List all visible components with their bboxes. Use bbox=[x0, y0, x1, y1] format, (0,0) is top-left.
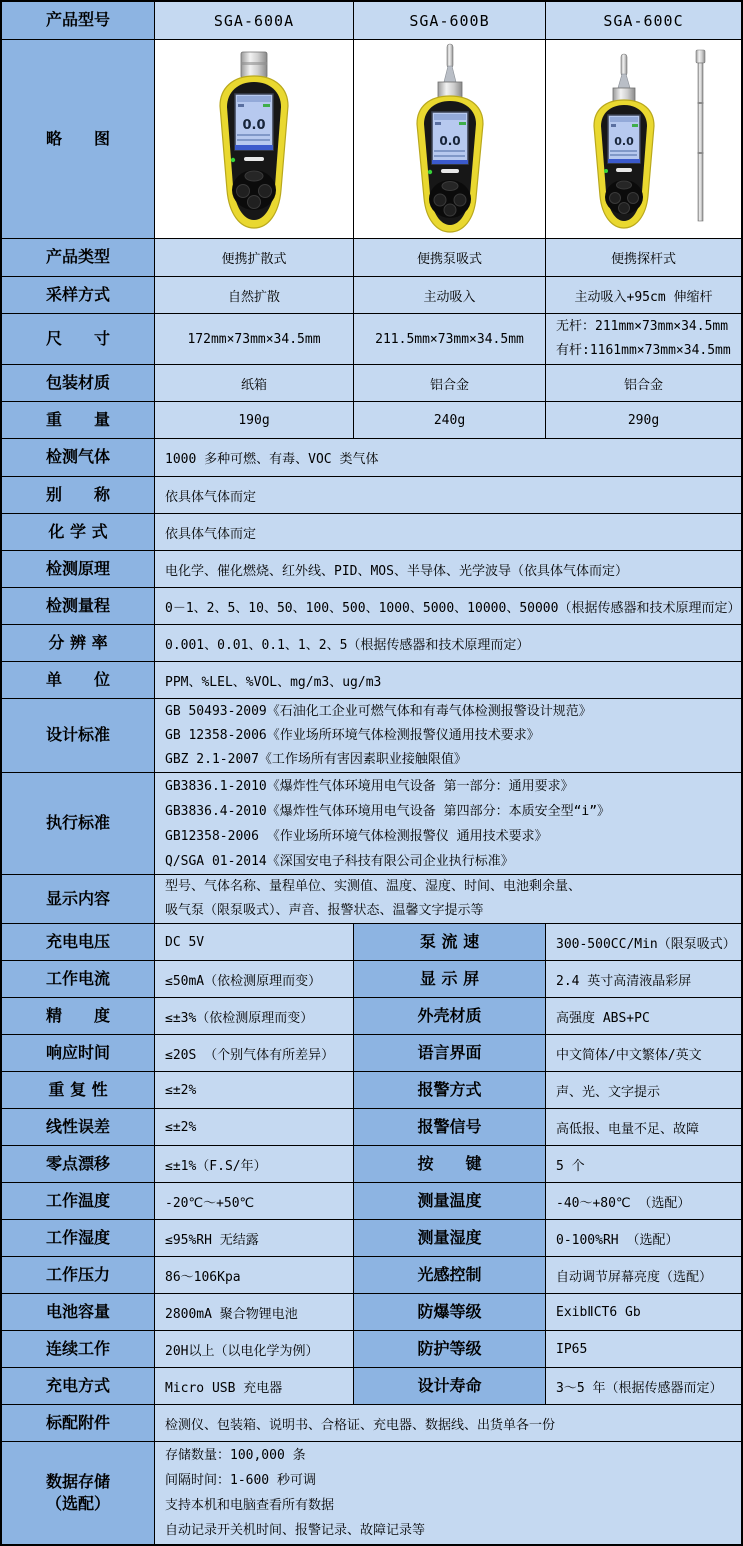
row-value: ≤±2% bbox=[155, 1072, 354, 1108]
row-value: 存储数量：100,000 条 间隔时间：1-600 秒可调 支持本机和电脑查看所有数据 自动记录开关机时间、报警记录、故障记录等 bbox=[155, 1442, 741, 1544]
weight-c: 290g bbox=[546, 402, 741, 438]
row-value: ≤20S （个别气体有所差异） bbox=[155, 1035, 354, 1071]
row-label: 工作湿度 bbox=[2, 1220, 155, 1256]
sampling-a: 自然扩散 bbox=[155, 277, 354, 313]
device-image-sga-600b bbox=[354, 40, 546, 238]
row-label: 数据存储 （选配） bbox=[2, 1442, 155, 1544]
packing-c: 铝合金 bbox=[546, 365, 741, 401]
row-label: 设计寿命 bbox=[354, 1368, 546, 1404]
working-humidity-measure-humidity-row bbox=[2, 1220, 741, 1257]
row-value: ≤±2% bbox=[155, 1109, 354, 1145]
row-value: 1000 多种可燃、有毒、VOC 类气体 bbox=[155, 439, 741, 476]
gas-row bbox=[2, 439, 741, 477]
device-image-sga-600c bbox=[546, 40, 741, 238]
row-value: ≤95%RH 无结露 bbox=[155, 1220, 354, 1256]
row-value: ≤50mA（依检测原理而变） bbox=[155, 961, 354, 997]
size-b: 211.5mm×73mm×34.5mm bbox=[354, 314, 546, 364]
row-label: 充电电压 bbox=[2, 924, 155, 960]
accessories-row bbox=[2, 1405, 741, 1442]
size-row bbox=[2, 314, 741, 365]
row-value: 2.4 英寸高清液晶彩屏 bbox=[546, 961, 741, 997]
row-label: 工作压力 bbox=[2, 1257, 155, 1293]
weight-a: 190g bbox=[155, 402, 354, 438]
row-label: 重 量 bbox=[2, 402, 155, 438]
row-label: 产品类型 bbox=[2, 239, 155, 276]
gas-detector-diffusion-image bbox=[174, 44, 334, 234]
row-label: 检测原理 bbox=[2, 551, 155, 587]
row-label: 报警方式 bbox=[354, 1072, 546, 1108]
chemical-formula-row bbox=[2, 514, 741, 551]
row-value: 电化学、催化燃烧、红外线、PID、MOS、半导体、光学波导（依具体气体而定） bbox=[155, 551, 741, 587]
row-label: 重 复 性 bbox=[2, 1072, 155, 1108]
row-label: 光感控制 bbox=[354, 1257, 546, 1293]
principle-row bbox=[2, 551, 741, 588]
response-time-language-row bbox=[2, 1035, 741, 1072]
size-c: 无杆：211mm×73mm×34.5mm 有杆:1161mm×73mm×34.5mm bbox=[546, 314, 741, 364]
row-label: 包装材质 bbox=[2, 365, 155, 401]
row-label: 泵 流 速 bbox=[354, 924, 546, 960]
header-row bbox=[2, 2, 741, 40]
weight-b: 240g bbox=[354, 402, 546, 438]
gas-detector-probe-image bbox=[554, 42, 734, 237]
battery-explosionproof-row bbox=[2, 1294, 741, 1331]
model-name-a: SGA-600A bbox=[155, 2, 354, 39]
row-value: 3～5 年（根据传感器而定） bbox=[546, 1368, 741, 1404]
row-value: Micro USB 充电器 bbox=[155, 1368, 354, 1404]
packing-b: 铝合金 bbox=[354, 365, 546, 401]
working-temp-measure-temp-row bbox=[2, 1183, 741, 1220]
svg-text:0.0: 0.0 bbox=[242, 118, 266, 133]
row-label: 充电方式 bbox=[2, 1368, 155, 1404]
row-value: PPM、%LEL、%VOL、mg/m3、ug/m3 bbox=[155, 662, 741, 698]
row-label: 单 位 bbox=[2, 662, 155, 698]
row-label: 分 辨 率 bbox=[2, 625, 155, 661]
row-label: 精 度 bbox=[2, 998, 155, 1034]
charge-voltage-pump-speed-row bbox=[2, 924, 741, 961]
design-standard-row bbox=[2, 699, 741, 773]
row-label: 检测量程 bbox=[2, 588, 155, 624]
row-value: 高强度 ABS+PC bbox=[546, 998, 741, 1034]
charging-mode-lifetime-row bbox=[2, 1368, 741, 1405]
row-value: -40～+80℃ （选配） bbox=[546, 1183, 741, 1219]
row-label: 响应时间 bbox=[2, 1035, 155, 1071]
row-label: 连续工作 bbox=[2, 1331, 155, 1367]
sampling-b: 主动吸入 bbox=[354, 277, 546, 313]
row-value: 0-100%RH （选配） bbox=[546, 1220, 741, 1256]
row-value: 依具体气体而定 bbox=[155, 477, 741, 513]
row-label: 测量湿度 bbox=[354, 1220, 546, 1256]
row-label: 别 称 bbox=[2, 477, 155, 513]
row-label: 设计标准 bbox=[2, 699, 155, 772]
type-b: 便携泵吸式 bbox=[354, 239, 546, 276]
size-a: 172mm×73mm×34.5mm bbox=[155, 314, 354, 364]
row-label: 工作电流 bbox=[2, 961, 155, 997]
linearity-alarm-signal-row bbox=[2, 1109, 741, 1146]
row-value: 声、光、文字提示 bbox=[546, 1072, 741, 1108]
row-label: 执行标准 bbox=[2, 773, 155, 874]
row-value: 86～106Kpa bbox=[155, 1257, 354, 1293]
row-label: 线性误差 bbox=[2, 1109, 155, 1145]
alias-row bbox=[2, 477, 741, 514]
row-value: DC 5V bbox=[155, 924, 354, 960]
row-value: GB3836.1-2010《爆炸性气体环境用电气设备 第一部分：通用要求》 GB3836.4-2010《爆炸性气体环境用电气设备 第四部分：本质安全型“i”》 GB12358-2006 《作业场所环境气体检测报警仪 通用技术要求》 Q/SGA 01-2014《深国安电子科技有限公司企业执行标准》 bbox=[155, 773, 741, 874]
row-value: 自动调节屏幕亮度（选配） bbox=[546, 1257, 741, 1293]
header-label: 产品型号 bbox=[2, 2, 155, 39]
data-storage-row bbox=[2, 1442, 741, 1544]
row-value: 2800mA 聚合物锂电池 bbox=[155, 1294, 354, 1330]
unit-row bbox=[2, 662, 741, 699]
row-label: 按 键 bbox=[354, 1146, 546, 1182]
row-label: 语言界面 bbox=[354, 1035, 546, 1071]
sampling-row bbox=[2, 277, 741, 314]
row-value: IP65 bbox=[546, 1331, 741, 1367]
sampling-c: 主动吸入+95cm 伸缩杆 bbox=[546, 277, 741, 313]
execution-standard-row bbox=[2, 773, 741, 875]
row-label: 测量温度 bbox=[354, 1183, 546, 1219]
continuous-work-protection-row bbox=[2, 1331, 741, 1368]
sketch-label: 略 图 bbox=[2, 40, 155, 238]
row-value: -20℃～+50℃ bbox=[155, 1183, 354, 1219]
row-value: 5 个 bbox=[546, 1146, 741, 1182]
row-value: ExibⅡCT6 Gb bbox=[546, 1294, 741, 1330]
row-label: 显 示 屏 bbox=[354, 961, 546, 997]
model-name-b: SGA-600B bbox=[354, 2, 546, 39]
row-label: 零点漂移 bbox=[2, 1146, 155, 1182]
row-label: 防护等级 bbox=[354, 1331, 546, 1367]
row-label: 防爆等级 bbox=[354, 1294, 546, 1330]
gas-detector-pump-image bbox=[370, 42, 530, 237]
row-value: 300-500CC/Min（限泵吸式） bbox=[546, 924, 741, 960]
range-row bbox=[2, 588, 741, 625]
repeatability-alarm-mode-row bbox=[2, 1072, 741, 1109]
row-label: 外壳材质 bbox=[354, 998, 546, 1034]
model-name-c: SGA-600C bbox=[546, 2, 741, 39]
row-label: 显示内容 bbox=[2, 875, 155, 923]
svg-text:0.0: 0.0 bbox=[613, 134, 634, 148]
type-c: 便携探杆式 bbox=[546, 239, 741, 276]
row-label: 尺 寸 bbox=[2, 314, 155, 364]
row-value: GB 50493-2009《石油化工企业可燃气体和有毒气体检测报警设计规范》 GB 12358-2006《作业场所环境气体检测报警仪通用技术要求》 GBZ 2.1-2007《工作场所有害因素职业接触限值》 bbox=[155, 699, 741, 772]
zero-drift-keys-row bbox=[2, 1146, 741, 1183]
row-value: 0－1、2、5、10、50、100、500、1000、5000、10000、50000（根据传感器和技术原理而定） bbox=[155, 588, 741, 624]
packing-row bbox=[2, 365, 741, 402]
row-label: 电池容量 bbox=[2, 1294, 155, 1330]
row-label: 标配附件 bbox=[2, 1405, 155, 1441]
packing-a: 纸箱 bbox=[155, 365, 354, 401]
display-content-row bbox=[2, 875, 741, 924]
accuracy-shell-row bbox=[2, 998, 741, 1035]
row-value: 中文简体/中文繁体/英文 bbox=[546, 1035, 741, 1071]
product-type-row bbox=[2, 239, 741, 277]
row-value: ≤±3%（依检测原理而变） bbox=[155, 998, 354, 1034]
row-label: 报警信号 bbox=[354, 1109, 546, 1145]
row-value: 0.001、0.01、0.1、1、2、5（根据传感器和技术原理而定） bbox=[155, 625, 741, 661]
type-a: 便携扩散式 bbox=[155, 239, 354, 276]
device-image-sga-600a bbox=[155, 40, 354, 238]
row-value: 高低报、电量不足、故障 bbox=[546, 1109, 741, 1145]
row-value: ≤±1%（F.S/年） bbox=[155, 1146, 354, 1182]
pressure-light-control-row bbox=[2, 1257, 741, 1294]
row-label: 检测气体 bbox=[2, 439, 155, 476]
weight-row bbox=[2, 402, 741, 439]
row-value: 依具体气体而定 bbox=[155, 514, 741, 550]
row-value: 型号、气体名称、量程单位、实测值、温度、湿度、时间、电池剩余量、 吸气泵（限泵吸式）、声音、报警状态、温馨文字提示等 bbox=[155, 875, 741, 923]
row-label: 化 学 式 bbox=[2, 514, 155, 550]
working-current-screen-row bbox=[2, 961, 741, 998]
row-value: 20H以上（以电化学为例） bbox=[155, 1331, 354, 1367]
resolution-row bbox=[2, 625, 741, 662]
sketch-row bbox=[2, 40, 741, 239]
row-label: 工作温度 bbox=[2, 1183, 155, 1219]
svg-text:0.0: 0.0 bbox=[438, 133, 461, 148]
row-label: 采样方式 bbox=[2, 277, 155, 313]
row-value: 检测仪、包装箱、说明书、合格证、充电器、数据线、出货单各一份 bbox=[155, 1405, 741, 1441]
